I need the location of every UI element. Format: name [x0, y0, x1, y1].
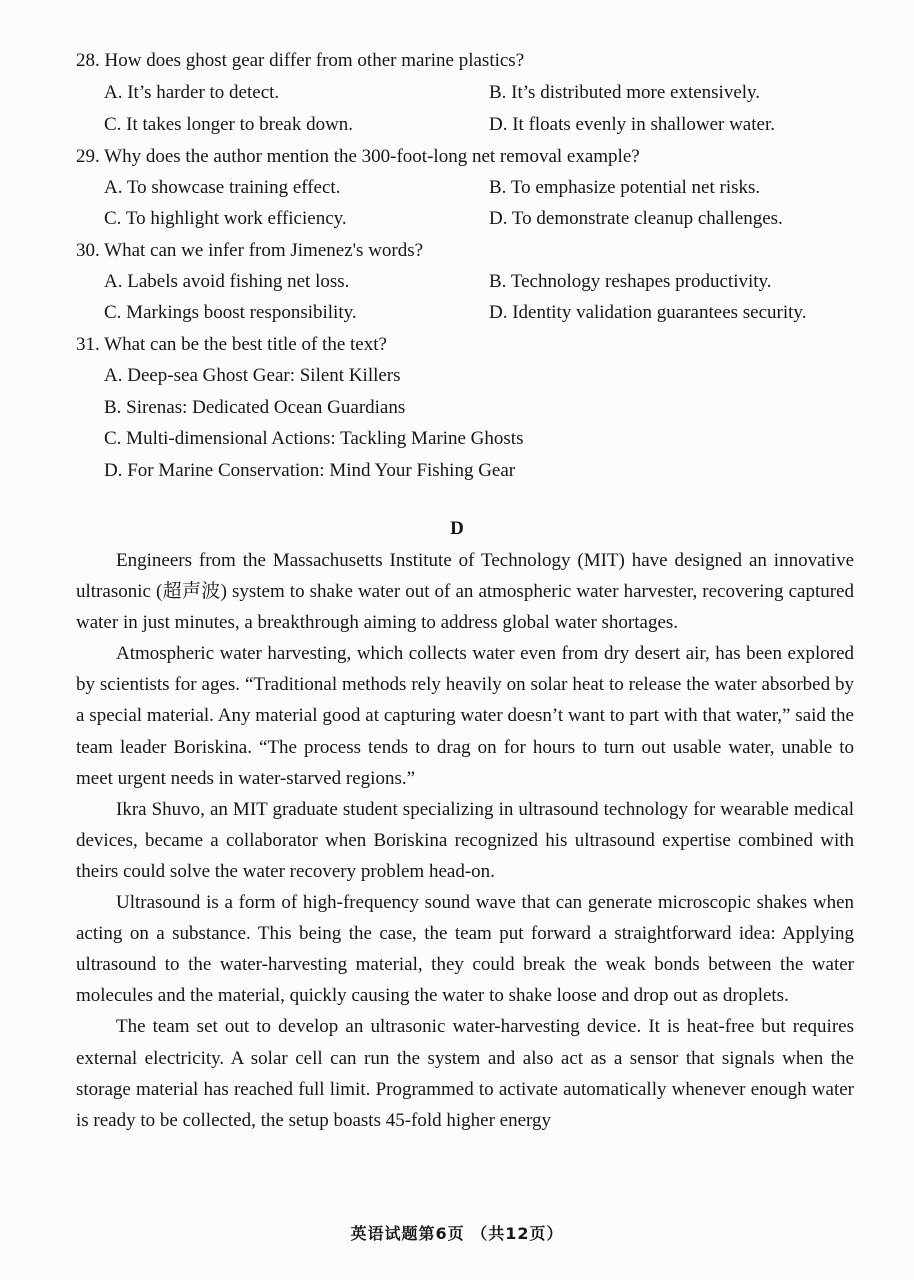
question-31-option-b: B. Sirenas: Dedicated Ocean Guardians	[104, 397, 406, 418]
question-30-option-a: A. Labels avoid fishing net loss.	[104, 271, 350, 292]
question-29-option-b: B. To emphasize potential net risks.	[489, 177, 761, 198]
question-31-stem: 31. What can be the best title of the text?	[76, 334, 387, 355]
question-31-option-a: A. Deep-sea Ghost Gear: Silent Killers	[104, 365, 401, 386]
question-29-option-c: C. To highlight work efficiency.	[104, 208, 347, 229]
question-28-option-a: A. It’s harder to detect.	[104, 82, 280, 103]
page-footer: 英语试题第6页 （共12页）	[350, 1224, 564, 1243]
question-28-option-d: D. It floats evenly in shallower water.	[489, 114, 775, 135]
passage-paragraph: Engineers from the Massachusetts Institute of Technology (MIT) have designed an innovative ultrasonic (超声波) system to shake water out of an atmospheric water harvester, recovering captured water in just minutes, a breakthrough aiming to address global water shortages.	[76, 550, 854, 634]
question-28-option-c: C. It takes longer to break down.	[104, 114, 354, 135]
question-28-stem: 28. How does ghost gear differ from other marine plastics?	[76, 50, 525, 71]
question-30-option-b: B. Technology reshapes productivity.	[489, 271, 772, 292]
reading-passage	[76, 545, 854, 1136]
question-30-option-d: D. Identity validation guarantees security.	[489, 302, 807, 323]
passage-paragraph: The team set out to develop an ultrasonic water-harvesting device. It is heat-free but requires external electricity. A solar cell can run the system and also act as a sensor that signals when the storage material has reached full limit. Programmed to activate automatically whenever enough water is ready to be collected, the setup boasts 45-fold higher energy	[76, 1016, 854, 1131]
question-31-option-c: C. Multi-dimensional Actions: Tackling Marine Ghosts	[104, 428, 524, 449]
question-31-option-d: D. For Marine Conservation: Mind Your Fishing Gear	[104, 460, 516, 481]
question-29-stem: 29. Why does the author mention the 300-foot-long net removal example?	[76, 146, 640, 167]
passage-paragraph: Atmospheric water harvesting, which collects water even from dry desert air, has been explored by scientists for ages. “Traditional methods rely heavily on solar heat to release the water absorbed by a special material. Any material good at capturing water doesn’t want to part with that water,” said the team leader Boriskina. “The process tends to drag on for hours to turn out usable water, unable to meet urgent needs in water-starved regions.”	[76, 643, 854, 789]
passage-paragraph: Ikra Shuvo, an MIT graduate student specializing in ultrasound technology for wearable medical devices, became a collaborator when Boriskina recognized his ultrasound expertise combined with theirs could solve the water recovery problem head-on.	[76, 798, 854, 882]
passage-paragraph: Ultrasound is a form of high-frequency sound wave that can generate microscopic shakes when acting on a substance. This being the case, the team put forward a straightforward idea: Applying ultrasound to the water-harvesting material, they could break the weak bonds between the water molecules and the material, quickly causing the water to shake loose and drop out as droplets.	[76, 892, 854, 1007]
question-30-option-c: C. Markings boost responsibility.	[104, 302, 357, 323]
question-29-option-d: D. To demonstrate cleanup challenges.	[489, 208, 783, 229]
section-title: D	[450, 518, 464, 539]
question-30-stem: 30. What can we infer from Jimenez's words?	[76, 240, 424, 261]
question-29-option-a: A. To showcase training effect.	[104, 177, 341, 198]
question-28-option-b: B. It’s distributed more extensively.	[489, 82, 761, 103]
